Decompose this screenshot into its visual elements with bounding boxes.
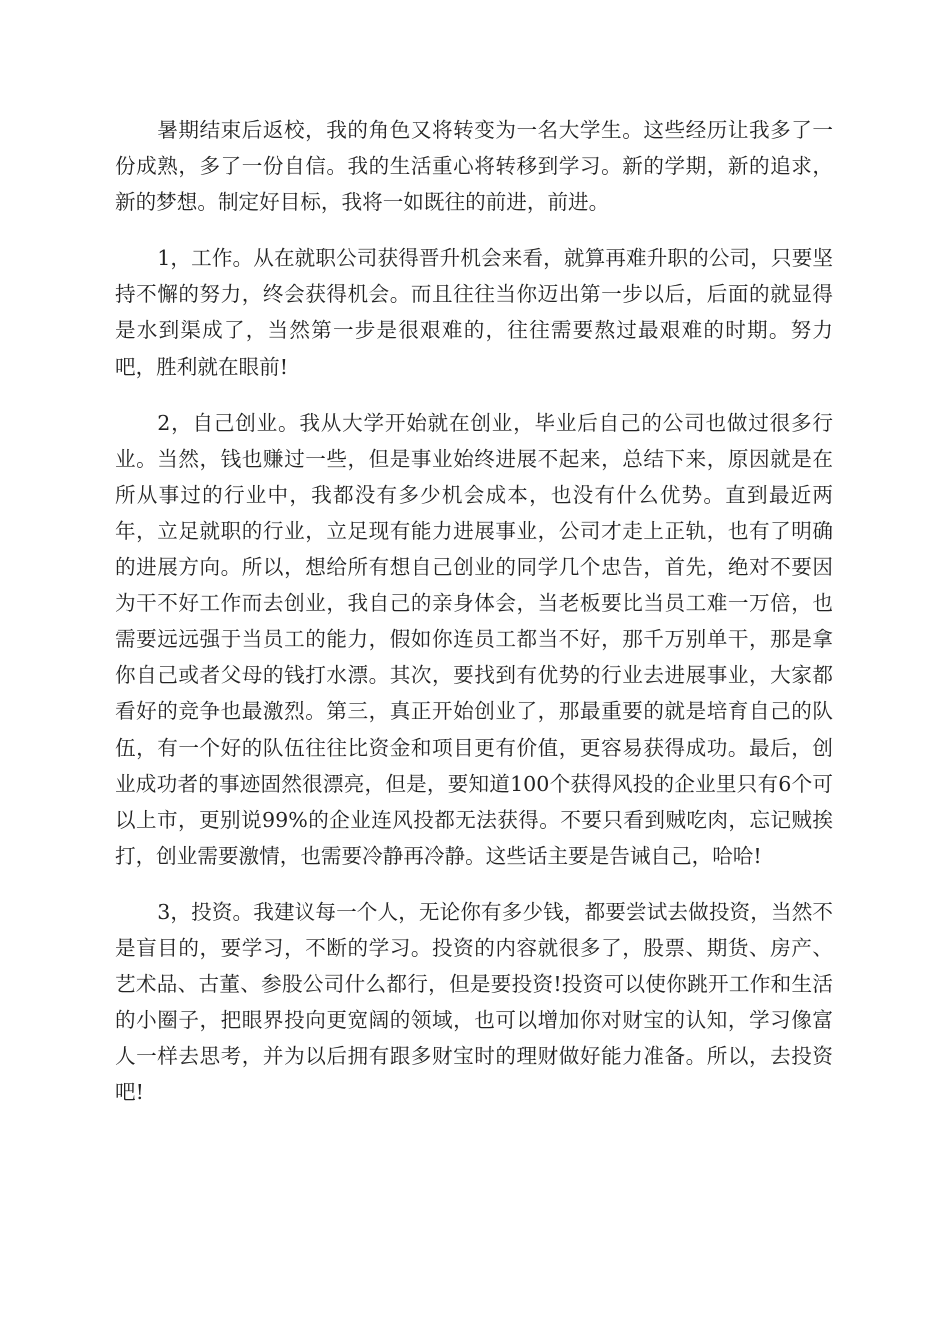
paragraph-startup: 2，自己创业。我从大学开始就在创业，毕业后自己的公司也做过很多行业。当然，钱也赚过一些，但是事业始终进展不起来，总结下来，原因就是在所从事过的行业中，我都没有多少机会成本，也没有什么优势。直到最近两年，立足就职的行业，立足现有能力进展事业，公司才走上正轨，也有了明确的进展方向。所以，想给所有想自己创业的同学几个忠告，首先，绝对不要因为干不好工作而去创业，我自己的亲身体会，当老板要比当员工难一万倍，也需要远远强于当员工的能力，假如你连员工都当不好，那千万别单干，那是拿你自己或者父母的钱打水漂。其次，要找到有优势的行业去进展事业，大家都看好的竞争也最激烈。第三，真正开始创业了，那最重要的就是培育自己的队伍，有一个好的队伍往往比资金和项目更有价值，更容易获得成功。最后，创业成功者的事迹固然很漂亮，但是，要知道100个获得风投的企业里只有6个可以上市，更别说99%的企业连风投都无法获得。不要只看到贼吃肉，忘记贼挨打，创业需要激情，也需要冷静再冷静。这些话主要是告诫自己，哈哈!: [115, 410, 833, 868]
paragraph-intro: 暑期结束后返校，我的角色又将转变为一名大学生。这些经历让我多了一份成熟，多了一份自信。我的生活重心将转移到学习。新的学期，新的追求，新的梦想。制定好目标，我将一如既往的前进，前进。: [115, 118, 833, 215]
paragraph-investment: 3，投资。我建议每一个人，无论你有多少钱，都要尝试去做投资，当然不是盲目的，要学习，不断的学习。投资的内容就很多了，股票、期货、房产、艺术品、古董、参股公司什么都行，但是要投资!投资可以使你跳开工作和生活的小圈子，把眼界投向更宽阔的领域，也可以增加你对财宝的认知，学习像富人一样去思考，并为以后拥有跟多财宝时的理财做好能力准备。所以，去投资吧!: [115, 899, 833, 1105]
paragraph-work: 1，工作。从在就职公司获得晋升机会来看，就算再难升职的公司，只要坚持不懈的努力，终会获得机会。而且往往当你迈出第一步以后，后面的就显得是水到渠成了，当然第一步是很艰难的，往往需要熬过最艰难的时期。努力吧，胜利就在眼前!: [115, 246, 833, 379]
document-body: [115, 112, 833, 1130]
